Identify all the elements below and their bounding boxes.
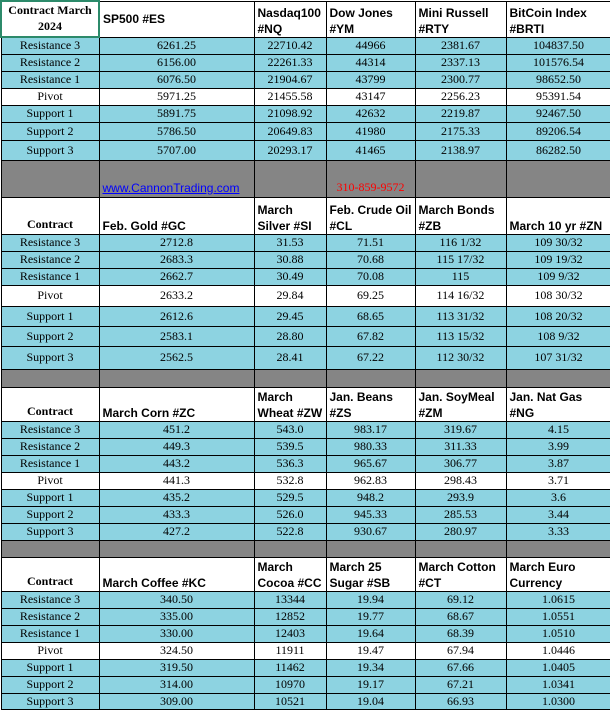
column-header: Feb. Gold #GC — [99, 197, 254, 234]
column-header: Jan. Beans #ZS — [326, 387, 415, 421]
value-cell: 532.8 — [254, 472, 326, 489]
phone-number: 310-859-9572 — [326, 160, 415, 197]
value-cell: 2662.7 — [99, 268, 254, 285]
value-cell: 1.0300 — [506, 693, 610, 709]
value-cell: 3.44 — [506, 506, 610, 523]
value-cell: 44314 — [326, 54, 415, 71]
pivot-row — [1, 642, 610, 659]
value-cell: 522.8 — [254, 523, 326, 540]
value-cell: 67.21 — [415, 676, 506, 693]
support-2-row — [1, 676, 610, 693]
value-cell: 108 30/32 — [506, 285, 610, 306]
row-label: Support 3 — [1, 346, 99, 369]
value-cell: 86282.50 — [506, 140, 610, 160]
value-cell: 5707.00 — [99, 140, 254, 160]
row-label: Resistance 3 — [1, 591, 99, 608]
value-cell: 2138.97 — [415, 140, 506, 160]
row-label: Support 2 — [1, 122, 99, 140]
separator-cell — [254, 160, 326, 197]
value-cell: 20293.17 — [254, 140, 326, 160]
value-cell: 68.65 — [326, 306, 415, 326]
value-cell: 962.83 — [326, 472, 415, 489]
value-cell: 340.50 — [99, 591, 254, 608]
resistance-1-row — [1, 455, 610, 472]
value-cell: 20649.83 — [254, 122, 326, 140]
value-cell: 28.80 — [254, 326, 326, 346]
separator-cell — [415, 369, 506, 387]
value-cell: 2712.8 — [99, 234, 254, 251]
row-label: Resistance 3 — [1, 421, 99, 438]
resistance-2-row — [1, 608, 610, 625]
value-cell: 285.53 — [415, 506, 506, 523]
support-1-row — [1, 659, 610, 676]
row-label: Support 2 — [1, 326, 99, 346]
value-cell: 30.49 — [254, 268, 326, 285]
value-cell: 115 — [415, 268, 506, 285]
row-label: Resistance 2 — [1, 54, 99, 71]
column-header: March Cocoa #CC — [254, 557, 326, 591]
value-cell: 107 31/32 — [506, 346, 610, 369]
value-cell: 930.67 — [326, 523, 415, 540]
column-header: Feb. Crude Oil #CL — [326, 197, 415, 234]
value-cell: 3.71 — [506, 472, 610, 489]
value-cell: 529.5 — [254, 489, 326, 506]
row-label: Resistance 3 — [1, 37, 99, 54]
value-cell: 30.88 — [254, 251, 326, 268]
value-cell: 526.0 — [254, 506, 326, 523]
value-cell: 22261.33 — [254, 54, 326, 71]
value-cell: 22710.42 — [254, 37, 326, 54]
value-cell: 95391.54 — [506, 88, 610, 105]
value-cell: 1.0615 — [506, 591, 610, 608]
contract-header: Contract — [1, 387, 99, 421]
value-cell: 19.94 — [326, 591, 415, 608]
value-cell: 6076.50 — [99, 71, 254, 88]
separator-cell — [506, 160, 610, 197]
value-cell: 108 20/32 — [506, 306, 610, 326]
value-cell: 319.50 — [99, 659, 254, 676]
value-cell: 67.22 — [326, 346, 415, 369]
value-cell: 42632 — [326, 105, 415, 122]
value-cell: 2562.5 — [99, 346, 254, 369]
value-cell: 89206.54 — [506, 122, 610, 140]
pivot-row — [1, 285, 610, 306]
value-cell: 67.66 — [415, 659, 506, 676]
row-label: Resistance 2 — [1, 438, 99, 455]
pivot-row — [1, 88, 610, 105]
column-header: March Corn #ZC — [99, 387, 254, 421]
resistance-1-row — [1, 71, 610, 88]
separator-row — [1, 540, 610, 557]
row-label: Support 2 — [1, 676, 99, 693]
support-3-row — [1, 140, 610, 160]
value-cell: 43147 — [326, 88, 415, 105]
separator-cell — [254, 369, 326, 387]
row-label: Resistance 3 — [1, 234, 99, 251]
value-cell: 3.33 — [506, 523, 610, 540]
column-header: March 10 yr #ZN — [506, 197, 610, 234]
value-cell: 443.2 — [99, 455, 254, 472]
pivot-row — [1, 472, 610, 489]
value-cell: 335.00 — [99, 608, 254, 625]
header-row — [1, 197, 610, 234]
value-cell: 983.17 — [326, 421, 415, 438]
value-cell: 543.0 — [254, 421, 326, 438]
value-cell: 449.3 — [99, 438, 254, 455]
row-label: Support 2 — [1, 506, 99, 523]
column-header: March Silver #SI — [254, 197, 326, 234]
support-3-row — [1, 346, 610, 369]
column-header: Jan. SoyMeal #ZM — [415, 387, 506, 421]
value-cell: 539.5 — [254, 438, 326, 455]
row-label: Pivot — [1, 642, 99, 659]
support-2-row — [1, 122, 610, 140]
value-cell: 109 30/32 — [506, 234, 610, 251]
value-cell: 427.2 — [99, 523, 254, 540]
value-cell: 945.33 — [326, 506, 415, 523]
value-cell: 21098.92 — [254, 105, 326, 122]
row-label: Pivot — [1, 285, 99, 306]
column-header: Dow Jones #YM — [326, 1, 415, 37]
value-cell: 441.3 — [99, 472, 254, 489]
support-3-row — [1, 523, 610, 540]
row-label: Pivot — [1, 88, 99, 105]
header-row — [1, 1, 610, 37]
value-cell: 3.99 — [506, 438, 610, 455]
value-cell: 10521 — [254, 693, 326, 709]
value-cell: 11462 — [254, 659, 326, 676]
column-header: BitCoin Index #BRTI — [506, 1, 610, 37]
resistance-3-row — [1, 37, 610, 54]
value-cell: 2612.6 — [99, 306, 254, 326]
value-cell: 4.15 — [506, 421, 610, 438]
value-cell: 67.82 — [326, 326, 415, 346]
value-cell: 280.97 — [415, 523, 506, 540]
value-cell: 2256.23 — [415, 88, 506, 105]
value-cell: 19.47 — [326, 642, 415, 659]
value-cell: 319.67 — [415, 421, 506, 438]
value-cell: 101576.54 — [506, 54, 610, 71]
website-link[interactable]: www.CannonTrading.com — [99, 160, 254, 197]
support-3-row — [1, 693, 610, 709]
value-cell: 41980 — [326, 122, 415, 140]
value-cell: 6156.00 — [99, 54, 254, 71]
row-label: Resistance 1 — [1, 268, 99, 285]
value-cell: 451.2 — [99, 421, 254, 438]
support-1-row — [1, 489, 610, 506]
row-label: Resistance 2 — [1, 608, 99, 625]
column-header: March Cotton #CT — [415, 557, 506, 591]
row-label: Support 1 — [1, 306, 99, 326]
row-label: Resistance 2 — [1, 251, 99, 268]
support-1-row — [1, 105, 610, 122]
value-cell: 965.67 — [326, 455, 415, 472]
separator-cell — [1, 540, 99, 557]
value-cell: 70.68 — [326, 251, 415, 268]
value-cell: 113 15/32 — [415, 326, 506, 346]
value-cell: 6261.25 — [99, 37, 254, 54]
value-cell: 31.53 — [254, 234, 326, 251]
resistance-2-row — [1, 54, 610, 71]
row-label: Pivot — [1, 472, 99, 489]
header-row — [1, 387, 610, 421]
column-header: Nasdaq100 #NQ — [254, 1, 326, 37]
value-cell: 104837.50 — [506, 37, 610, 54]
resistance-3-row — [1, 234, 610, 251]
separator-row — [1, 160, 610, 197]
value-cell: 28.41 — [254, 346, 326, 369]
header-row — [1, 557, 610, 591]
value-cell: 2583.1 — [99, 326, 254, 346]
row-label: Resistance 1 — [1, 71, 99, 88]
column-header: Jan. Nat Gas #NG — [506, 387, 610, 421]
row-label: Resistance 1 — [1, 455, 99, 472]
support-2-row — [1, 506, 610, 523]
value-cell: 66.93 — [415, 693, 506, 709]
value-cell: 114 16/32 — [415, 285, 506, 306]
value-cell: 433.3 — [99, 506, 254, 523]
value-cell: 29.45 — [254, 306, 326, 326]
column-header: March 25 Sugar #SB — [326, 557, 415, 591]
row-label: Support 3 — [1, 693, 99, 709]
value-cell: 3.87 — [506, 455, 610, 472]
row-label: Support 1 — [1, 489, 99, 506]
value-cell: 324.50 — [99, 642, 254, 659]
value-cell: 10970 — [254, 676, 326, 693]
value-cell: 298.43 — [415, 472, 506, 489]
value-cell: 113 31/32 — [415, 306, 506, 326]
value-cell: 2300.77 — [415, 71, 506, 88]
separator-cell — [326, 369, 415, 387]
resistance-2-row — [1, 438, 610, 455]
resistance-1-row — [1, 268, 610, 285]
value-cell: 12852 — [254, 608, 326, 625]
value-cell: 19.34 — [326, 659, 415, 676]
resistance-3-row — [1, 421, 610, 438]
separator-cell — [415, 540, 506, 557]
column-header: Mini Russell #RTY — [415, 1, 506, 37]
value-cell: 2381.67 — [415, 37, 506, 54]
support-1-row — [1, 306, 610, 326]
value-cell: 1.0510 — [506, 625, 610, 642]
value-cell: 2337.13 — [415, 54, 506, 71]
value-cell: 2683.3 — [99, 251, 254, 268]
value-cell: 71.51 — [326, 234, 415, 251]
value-cell: 1.0551 — [506, 608, 610, 625]
value-cell: 69.25 — [326, 285, 415, 306]
support-2-row — [1, 326, 610, 346]
row-label: Support 1 — [1, 659, 99, 676]
value-cell: 21455.58 — [254, 88, 326, 105]
value-cell: 109 19/32 — [506, 251, 610, 268]
value-cell: 309.00 — [99, 693, 254, 709]
value-cell: 115 17/32 — [415, 251, 506, 268]
value-cell: 19.17 — [326, 676, 415, 693]
value-cell: 109 9/32 — [506, 268, 610, 285]
value-cell: 2219.87 — [415, 105, 506, 122]
value-cell: 948.2 — [326, 489, 415, 506]
column-header: March Coffee #KC — [99, 557, 254, 591]
value-cell: 29.84 — [254, 285, 326, 306]
resistance-2-row — [1, 251, 610, 268]
separator-cell — [506, 540, 610, 557]
separator-cell — [1, 369, 99, 387]
separator-cell — [1, 160, 99, 197]
contract-header: Contract March 2024 — [1, 1, 99, 37]
separator-cell — [326, 540, 415, 557]
value-cell: 435.2 — [99, 489, 254, 506]
value-cell: 67.94 — [415, 642, 506, 659]
value-cell: 70.08 — [326, 268, 415, 285]
column-header: March Bonds #ZB — [415, 197, 506, 234]
value-cell: 19.04 — [326, 693, 415, 709]
value-cell: 3.6 — [506, 489, 610, 506]
column-header: March Euro Currency — [506, 557, 610, 591]
value-cell: 116 1/32 — [415, 234, 506, 251]
separator-cell — [254, 540, 326, 557]
value-cell: 69.12 — [415, 591, 506, 608]
value-cell: 311.33 — [415, 438, 506, 455]
value-cell: 13344 — [254, 591, 326, 608]
row-label: Support 3 — [1, 523, 99, 540]
value-cell: 19.64 — [326, 625, 415, 642]
value-cell: 2175.33 — [415, 122, 506, 140]
value-cell: 11911 — [254, 642, 326, 659]
value-cell: 330.00 — [99, 625, 254, 642]
value-cell: 68.39 — [415, 625, 506, 642]
value-cell: 68.67 — [415, 608, 506, 625]
row-label: Support 3 — [1, 140, 99, 160]
value-cell: 2633.2 — [99, 285, 254, 306]
value-cell: 5786.50 — [99, 122, 254, 140]
separator-cell — [99, 369, 254, 387]
value-cell: 306.77 — [415, 455, 506, 472]
column-header: March Wheat #ZW — [254, 387, 326, 421]
contract-header: Contract — [1, 557, 99, 591]
value-cell: 43799 — [326, 71, 415, 88]
separator-row — [1, 369, 610, 387]
value-cell: 5891.75 — [99, 105, 254, 122]
value-cell: 41465 — [326, 140, 415, 160]
value-cell: 98652.50 — [506, 71, 610, 88]
value-cell: 19.77 — [326, 608, 415, 625]
value-cell: 1.0446 — [506, 642, 610, 659]
value-cell: 314.00 — [99, 676, 254, 693]
value-cell: 293.9 — [415, 489, 506, 506]
value-cell: 1.0341 — [506, 676, 610, 693]
value-cell: 536.3 — [254, 455, 326, 472]
column-header: SP500 #ES — [99, 1, 254, 37]
value-cell: 112 30/32 — [415, 346, 506, 369]
contract-header: Contract — [1, 197, 99, 234]
value-cell: 980.33 — [326, 438, 415, 455]
value-cell: 92467.50 — [506, 105, 610, 122]
resistance-3-row — [1, 591, 610, 608]
row-label: Support 1 — [1, 105, 99, 122]
separator-cell — [99, 540, 254, 557]
value-cell: 108 9/32 — [506, 326, 610, 346]
resistance-1-row — [1, 625, 610, 642]
row-label: Resistance 1 — [1, 625, 99, 642]
separator-cell — [506, 369, 610, 387]
value-cell: 21904.67 — [254, 71, 326, 88]
value-cell: 1.0405 — [506, 659, 610, 676]
value-cell: 12403 — [254, 625, 326, 642]
value-cell: 5971.25 — [99, 88, 254, 105]
separator-cell — [415, 160, 506, 197]
value-cell: 44966 — [326, 37, 415, 54]
